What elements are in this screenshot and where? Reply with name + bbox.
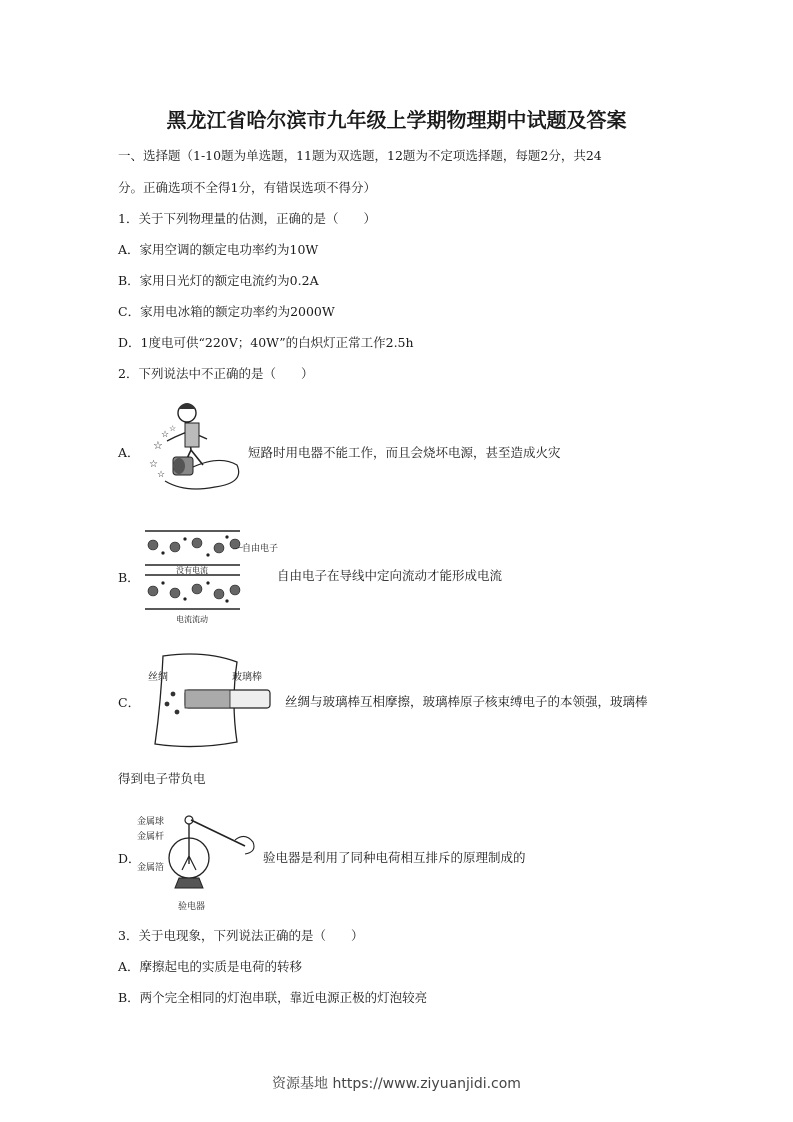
no-current-label: 没有电流 xyxy=(176,566,208,575)
metal-rod-label: 金属杆 xyxy=(137,832,165,842)
q2-option-b-text: 自由电子在导线中定向流动才能形成电流 xyxy=(277,568,503,583)
q1-option-b: B．家用日光灯的额定电流约为0.2A xyxy=(118,273,319,288)
q1-option-d: D．1度电可供“220V；40W”的白炽灯正常工作2.5h xyxy=(118,335,414,350)
q3-stem: 3．关于电现象，下列说法正确的是（ ） xyxy=(118,928,364,943)
short-circuit-figure xyxy=(145,395,250,500)
q1-option-c: C．家用电冰箱的额定功率约为2000W xyxy=(118,304,335,319)
page-title: 黑龙江省哈尔滨市九年级上学期物理期中试题及答案 xyxy=(166,108,627,132)
q1-stem: 1．关于下列物理量的估测，正确的是（ ） xyxy=(118,211,376,226)
metal-ball-label: 金属球 xyxy=(137,817,165,827)
q2-option-a-label: A． xyxy=(118,445,140,460)
q3-option-b: B．两个完全相同的灯泡串联，靠近电源正极的灯泡较亮 xyxy=(118,990,428,1005)
q2-option-c-label: C． xyxy=(118,695,141,710)
q2-option-c-text: 丝绸与玻璃棒互相摩擦，玻璃棒原子核束缚电子的本领强，玻璃棒 xyxy=(285,694,648,709)
metal-foil-label: 金属箔 xyxy=(137,863,165,873)
q2-option-c-text-continued: 得到电子带负电 xyxy=(118,771,206,786)
electroscope-label: 验电器 xyxy=(178,902,206,912)
q3-option-a: A．摩擦起电的实质是电荷的转移 xyxy=(118,959,303,974)
q2-option-d-text: 验电器是利用了同种电荷相互排斥的原理制成的 xyxy=(263,850,526,865)
glass-rod-label: 玻璃棒 xyxy=(232,672,262,683)
svg-text:☆: ☆ xyxy=(161,430,170,440)
section-intro-line-1: 一、选择题（1-10题为单选题，11题为双选题，12题为不定项选择题，每题2分，共24 xyxy=(118,148,602,163)
current-flow-label: 电流流动 xyxy=(176,615,208,624)
silk-label: 丝绸 xyxy=(148,672,168,683)
q2-stem: 2．下列说法中不正确的是（ ） xyxy=(118,366,314,381)
electroscope-figure xyxy=(165,812,265,902)
svg-text:☆: ☆ xyxy=(149,459,158,470)
q2-option-d-label: D． xyxy=(118,851,141,866)
footer-watermark: 资源基地 https://www.ziyuanjidi.com xyxy=(272,1076,521,1092)
silk-glass-rod-figure xyxy=(145,652,275,752)
q2-option-b-label: B． xyxy=(118,570,140,585)
q2-option-a-text: 短路时用电器不能工作，而且会烧坏电源，甚至造成火灾 xyxy=(248,445,561,460)
section-intro-line-2: 分。正确选项不全得1分，有错误选项不得分） xyxy=(118,180,376,195)
svg-text:☆: ☆ xyxy=(157,470,166,480)
free-electron-label: 自由电子 xyxy=(242,544,279,554)
q1-option-a: A．家用空调的额定电功率约为10W xyxy=(118,242,319,257)
svg-text:☆: ☆ xyxy=(169,424,177,433)
svg-text:☆: ☆ xyxy=(153,439,163,452)
